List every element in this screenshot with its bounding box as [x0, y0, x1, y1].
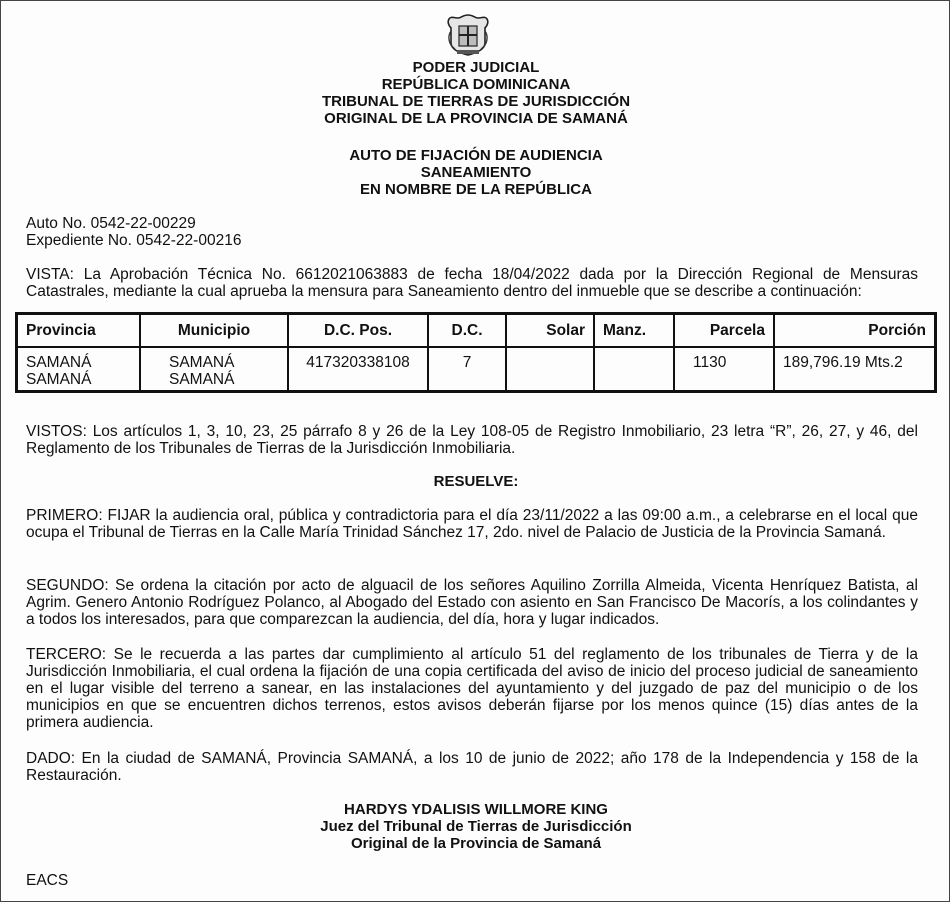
judge-name: HARDYS YDALISIS WILLMORE KING [344, 801, 608, 818]
col-parcela: Parcela [674, 314, 774, 348]
cell-porcion: 189,796.19 Mts.2 [774, 347, 936, 392]
signature-block [1, 801, 951, 852]
col-dc-pos: D.C. Pos. [288, 314, 428, 348]
judge-title-1: Juez del Tribunal de Tierras de Jurisdicción [320, 818, 632, 835]
dado-paragraph [26, 750, 918, 784]
coat-of-arms-icon [445, 11, 491, 57]
col-provincia: Provincia [17, 314, 141, 348]
cell-municipio: SAMANÁ SAMANÁ [140, 347, 288, 392]
primero-text: PRIMERO: FIJAR la audiencia oral, pública y contradictoria para el día 23/11/2022 a las 09:00 a.m., a celebrarse en el local que ocupa el Tribunal de Tierras en la Calle María Trinidad Sánchez 17, 2do. nivel de Palacio de Justicia de la Provincia Samaná. [26, 507, 918, 541]
expediente-number: Expediente No. 0542-22-00216 [26, 232, 242, 249]
vistos-text: VISTOS: Los artículos 1, 3, 10, 23, 25 párrafo 8 y 26 de la Ley 108-05 de Registro Inmobiliario, 23 letra “R”, 26, 27, y 46, del Reglamento de los Tribunales de Tierras de la Jurisdicción Inmobiliaria. [26, 423, 918, 457]
col-solar: Solar [506, 314, 594, 348]
title-line-1: AUTO DE FIJACIÓN DE AUDIENCIA [349, 147, 603, 164]
case-numbers [26, 215, 918, 249]
judge-title-2: Original de la Provincia de Samaná [350, 835, 602, 852]
resuelve-heading: RESUELVE: [433, 473, 519, 490]
title-line-2: SANEAMIENTO [420, 164, 532, 181]
col-porcion: Porción [774, 314, 936, 348]
header-line-1: PODER JUDICIAL [412, 59, 540, 76]
vistos-paragraph [26, 423, 918, 457]
cell-manz [594, 347, 674, 392]
cell-solar [506, 347, 594, 392]
primero-paragraph [26, 507, 918, 541]
dado-text: DADO: En la ciudad de SAMANÁ, Provincia SAMANÁ, a los 10 de junio de 2022; año 178 de la Independencia y 158 de la Restauración. [26, 750, 918, 784]
col-dc: D.C. [428, 314, 506, 348]
tercero-text: TERCERO: Se le recuerda a las partes dar cumplimiento al artículo 51 del reglamento de los tribunales de Tierra y de la Jurisdicción Inmobiliaria, el cual ordena la fijación de una copia certificada del aviso de inicio del proceso judicial de saneamiento en el lugar visible del terreno a sanear, en las instalaciones del ayuntamiento y del juzgado de paz del municipio o de los municipios en que se encuentren dichos terrenos, estos avisos deberán fijarse por los menos quince (15) días antes de la primera audiencia. [26, 646, 918, 731]
vista-text: VISTA: La Aprobación Técnica No. 6612021063883 de fecha 18/04/2022 dada por la Dirección Regional de Mensuras Catastrales, mediante la cual aprueba la mensura para Saneamiento dentro del inmueble que se describe a continuación: [26, 266, 918, 300]
cell-dc-pos: 417320338108 [288, 347, 428, 392]
document-title [1, 147, 951, 198]
tercero-paragraph [26, 646, 918, 731]
header-line-4: ORIGINAL DE LA PROVINCIA DE SAMANÁ [324, 110, 628, 127]
vista-paragraph [26, 266, 918, 300]
cell-parcela: 1130 [674, 347, 774, 392]
header-line-3: TRIBUNAL DE TIERRAS DE JURISDICCIÓN [321, 93, 631, 110]
col-manz: Manz. [594, 314, 674, 348]
auto-number: Auto No. 0542-22-00229 [26, 215, 196, 232]
title-line-3: EN NOMBRE DE LA REPÚBLICA [360, 181, 592, 198]
initials: EACS [26, 872, 69, 889]
segundo-paragraph [26, 577, 918, 628]
header-line-2: REPÚBLICA DOMINICANA [381, 76, 571, 93]
segundo-text: SEGUNDO: Se ordena la citación por acto de alguacil de los señores Aquilino Zorrilla Almeida, Vicenta Henríquez Batista, al Agrim. Genero Antonio Rodríguez Polanco, al Abogado del Estado con asiento en San Francisco De Macorís, a los colindantes y a todos los interesados, para que comparezcan la audiencia, del día, hora y lugar indicados. [26, 577, 918, 628]
parcel-table [15, 312, 937, 393]
table-header-row [17, 314, 936, 348]
col-municipio: Municipio [140, 314, 288, 348]
cell-provincia: SAMANÁ SAMANÁ [17, 347, 141, 392]
court-header [1, 59, 951, 127]
table-row [17, 347, 936, 392]
cell-dc: 7 [428, 347, 506, 392]
